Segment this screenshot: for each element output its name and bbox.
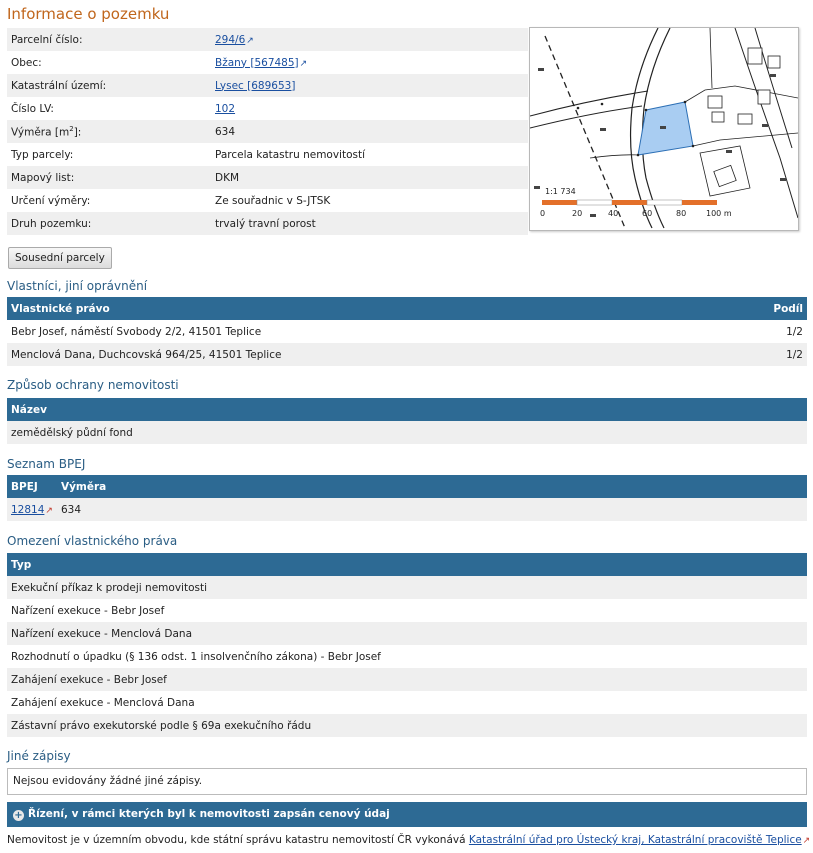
owner-name: Menclová Dana, Duchcovská 964/25, 41501 Teplice	[7, 343, 712, 366]
col-ownership-right: Vlastnické právo	[7, 297, 712, 320]
map-building	[768, 56, 780, 68]
restriction-type: Exekuční příkaz k prodeji nemovitosti	[7, 576, 807, 599]
table-row	[7, 599, 807, 622]
map-scale-segment	[542, 200, 577, 205]
col-name: Název	[7, 398, 807, 421]
map-parcel-label	[534, 186, 540, 189]
col-bpej: BPEJ	[7, 475, 57, 498]
page-title: Informace o pozemku	[7, 5, 170, 23]
info-value: Ze souřadnic v S-JTSK	[215, 194, 331, 207]
map-drawing	[530, 28, 798, 230]
map-point	[601, 103, 604, 106]
owner-name: Bebr Josef, náměstí Svobody 2/2, 41501 Teplice	[11, 325, 262, 338]
info-label-tail: ]:	[73, 126, 82, 139]
map-parcel-label	[726, 150, 732, 153]
footer-text: Nemovitost je v územním obvodu, kde státní správu katastru nemovitostí ČR vykonává	[7, 834, 466, 846]
cadastral-map-thumbnail[interactable]	[529, 27, 799, 231]
restriction-type: Zahájení exekuce - Menclová Dana	[7, 691, 807, 714]
info-row-area	[7, 120, 528, 143]
lv-number-link[interactable]: 102	[215, 102, 236, 115]
restrictions-heading: Omezení vlastnického práva	[7, 534, 178, 548]
bpej-heading: Seznam BPEJ	[7, 457, 86, 471]
parcel-number-link[interactable]: 294/6	[215, 33, 246, 46]
table-row	[7, 645, 807, 668]
bpej-header-row	[7, 475, 807, 498]
map-building	[758, 90, 770, 104]
owners-table	[7, 297, 807, 366]
map-parcel-label	[762, 124, 768, 127]
info-row-parcel-number	[7, 28, 528, 51]
info-row-municipality	[7, 51, 528, 74]
info-label: Druh pozemku:	[7, 212, 211, 235]
other-records-box: Nejsou evidovány žádné jiné zápisy.	[7, 768, 807, 795]
info-label: Číslo LV:	[11, 102, 54, 115]
col-area: Výměra	[57, 475, 807, 498]
map-parcel-label	[538, 68, 544, 71]
parcel-info-table	[7, 28, 528, 235]
table-row	[7, 714, 807, 737]
map-scale-segment	[647, 200, 682, 205]
info-label-text: Výměra [m	[11, 126, 70, 139]
other-records-heading: Jiné zápisy	[7, 749, 71, 763]
map-scale-tick: 60	[642, 209, 653, 218]
proceedings-label: Řízení, v rámci kterých byl k nemovitosti zapsán cenový údaj	[28, 808, 390, 820]
protection-header-row	[7, 398, 807, 421]
map-point	[577, 107, 580, 110]
map-parcel-label	[770, 74, 776, 77]
municipality-link[interactable]: Bžany [567485]	[215, 56, 299, 69]
map-scale-segment	[612, 200, 647, 205]
map-parcel-label	[660, 126, 666, 129]
info-label: Typ parcely:	[11, 148, 74, 161]
info-value: Parcela katastru nemovitostí	[215, 148, 366, 161]
map-scale-tick: 20	[572, 209, 583, 218]
restrictions-header-row	[7, 553, 807, 576]
info-row-area-determination	[7, 189, 528, 212]
info-label: Určení výměry:	[11, 194, 91, 207]
info-row-map-sheet	[7, 166, 528, 189]
map-building	[748, 48, 762, 64]
map-scale-tick: 40	[608, 209, 619, 218]
info-value: 634	[211, 120, 528, 143]
map-point	[684, 101, 687, 104]
info-value: trvalý travní porost	[211, 212, 528, 235]
table-row	[7, 668, 807, 691]
protection-name: zemědělský půdní fond	[7, 421, 807, 444]
bpej-code-link[interactable]: 12814	[11, 503, 45, 516]
table-row	[7, 576, 807, 599]
expand-icon[interactable]: +	[14, 810, 23, 821]
restriction-type: Zástavní právo exekutorské podle § 69a exekučního řádu	[7, 714, 807, 737]
map-scale-tick: 80	[676, 209, 687, 218]
external-link-icon[interactable]: ↗	[45, 505, 53, 516]
info-row-lv-number	[7, 97, 528, 120]
map-building	[708, 96, 722, 108]
restrictions-table	[7, 553, 807, 737]
info-label: Katastrální území:	[7, 74, 211, 97]
restriction-type: Nařízení exekuce - Menclová Dana	[7, 622, 807, 645]
restriction-type: Nařízení exekuce - Bebr Josef	[7, 599, 807, 622]
restriction-type: Rozhodnutí o úpadku (§ 136 odst. 1 insolvenčního zákona) - Bebr Josef	[7, 645, 807, 668]
owner-share: 1/2	[786, 325, 803, 338]
map-scale-segment	[577, 200, 612, 205]
map-point	[637, 154, 640, 157]
table-row	[7, 691, 807, 714]
map-scale-tick: 0	[540, 209, 546, 218]
table-row	[7, 343, 807, 366]
table-row	[7, 498, 807, 521]
bpej-area: 634	[57, 498, 807, 521]
protection-table	[7, 398, 807, 444]
proceedings-toggle[interactable]	[7, 802, 807, 827]
info-row-cadastral-area	[7, 74, 528, 97]
map-point	[692, 145, 695, 148]
info-value: DKM	[211, 166, 528, 189]
map-scale-text: 1:1 734	[545, 187, 576, 196]
external-link-icon[interactable]: ↗	[299, 58, 308, 69]
col-type: Typ	[7, 553, 807, 576]
table-row	[7, 622, 807, 645]
owners-header-row	[7, 297, 807, 320]
owners-heading: Vlastníci, jiní oprávnění	[7, 279, 148, 293]
col-share: Podíl	[712, 297, 807, 320]
owner-share: 1/2	[712, 343, 807, 366]
footer-note	[7, 834, 810, 846]
info-row-land-type	[7, 212, 528, 235]
info-label-sup: 2	[69, 124, 74, 133]
map-scale-tick: 100 m	[706, 209, 732, 218]
info-label: Obec:	[11, 56, 42, 69]
map-building	[712, 112, 724, 122]
external-link-icon[interactable]: ↗	[246, 35, 254, 46]
external-link-icon[interactable]: ↗	[802, 836, 811, 846]
map-parcel-label	[780, 178, 786, 181]
neighbor-parcels-button[interactable]: Sousední parcely	[8, 247, 112, 269]
table-row	[7, 320, 807, 343]
map-parcel-label	[590, 214, 596, 217]
bpej-table	[7, 475, 807, 521]
map-parcel-label	[600, 128, 606, 131]
protection-heading: Způsob ochrany nemovitosti	[7, 378, 179, 392]
table-row	[7, 421, 807, 444]
cadastral-area-link[interactable]: Lysec [689653]	[215, 79, 296, 92]
info-row-parcel-type	[7, 143, 528, 166]
cadastral-office-link[interactable]: Katastrální úřad pro Ústecký kraj, Katastrální pracoviště Teplice	[468, 834, 802, 846]
info-label: Parcelní číslo:	[7, 28, 211, 51]
map-building	[738, 114, 752, 124]
map-scale-segment	[682, 200, 717, 205]
info-label	[7, 120, 211, 143]
restriction-type: Zahájení exekuce - Bebr Josef	[7, 668, 807, 691]
map-point	[645, 109, 648, 112]
info-label: Mapový list:	[7, 166, 211, 189]
